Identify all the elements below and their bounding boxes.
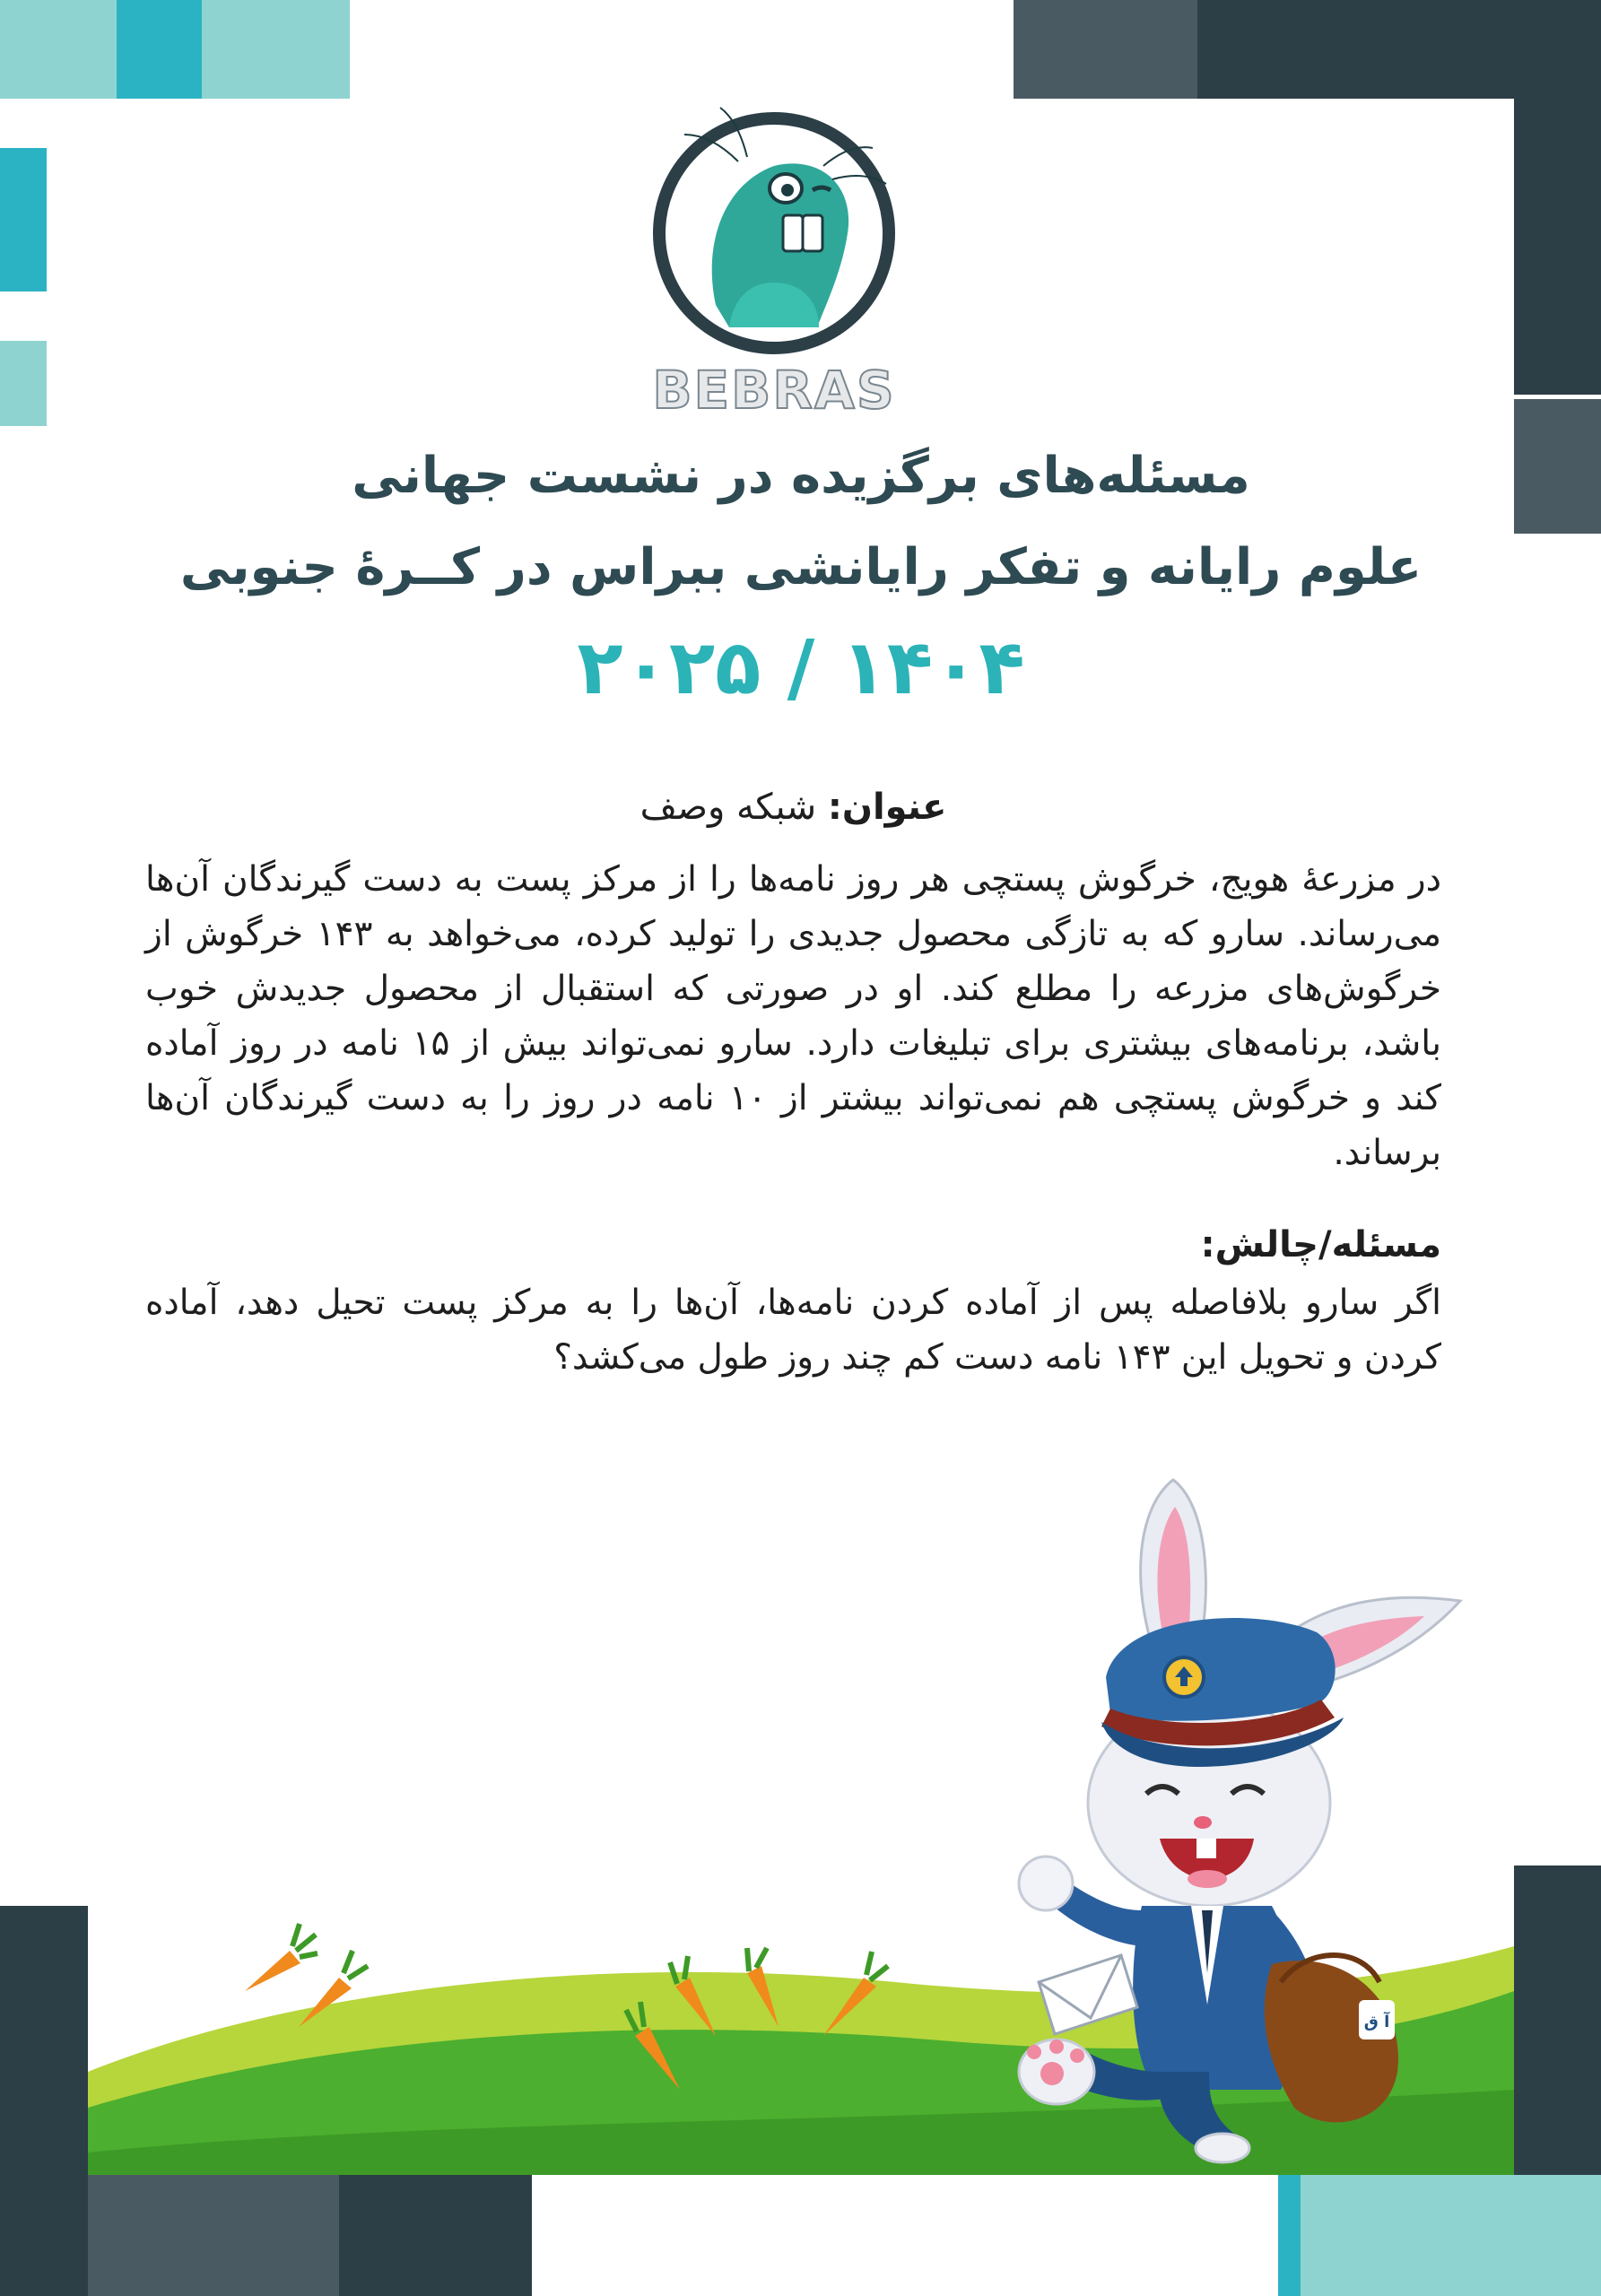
challenge-paragraph: اگر سارو بلافاصله پس از آماده کردن نامه‌ها، آن‌ها را به مرکز پست تحیل دهد، آماده کردن و تحویل این ۱۴۳ نامه دست کم چند روز طول می‌کشد؟ [145,1283,1441,1378]
challenge-heading: مسئله/چالش: [1200,1224,1441,1265]
decor-block [1014,0,1197,99]
decor-block [1514,1866,1601,2175]
bebras-logo [640,99,909,422]
decor-block [339,2175,532,2296]
subject-row [145,780,1441,835]
decor-block [202,0,350,99]
decor-block [0,341,47,426]
rabbit-mail-carrier [1019,1480,1460,2162]
decor-block [0,148,47,291]
decor-block [1514,399,1601,534]
page-title-line-2: علوم رایانه و تفکر رایانشی ببراس در کــرهٔ جنوبی [179,538,1423,596]
logo-wordmark: BEBRAS [652,360,896,421]
story-paragraph: در مزرعهٔ هویج، خرگوش پستچی هر روز نامه‌ها را از مرکز پست به دست گیرندگان آن‌ها می‌رساند. سارو که به تازگی محصول جدیدی را تولید کرده، می‌خواهد به ۱۴۳ خرگوش از خرگوش‌های مزرعه را مطلع کند. او در صورتی که استقبال از محصول جدیدش خوب باشد، برنامه‌های بیشتری برای تبلیغات دارد. سارو نمی‌تواند بیش از ۱۵ نامه در روز آماده کند و خرگوش پستچی هم نمی‌تواند بیشتر از ۱۰ نامه در روز را به دست گیرندگان آن‌ها برساند. [145,859,1441,1173]
subject-label: عنوان: [827,787,947,828]
decor-block [117,0,202,99]
page-title-line-1: مسئله‌های برگزیده در نشست جهانی [352,447,1250,505]
decor-block [0,0,117,99]
rabbit-illustration [88,1408,1514,2175]
content-card [88,99,1514,2175]
decor-block [0,1906,88,2296]
decor-block [1278,2175,1301,2296]
bag-label: آ ق [1363,2013,1390,2031]
decor-block [88,2175,339,2296]
decor-block [1197,0,1601,99]
decor-block [1301,2175,1601,2296]
subject-value: شبکه وصف [640,787,817,828]
year-label: ۲۰۲۵ / ۱۴۰۴ [577,623,1025,711]
decor-block [1514,99,1601,395]
